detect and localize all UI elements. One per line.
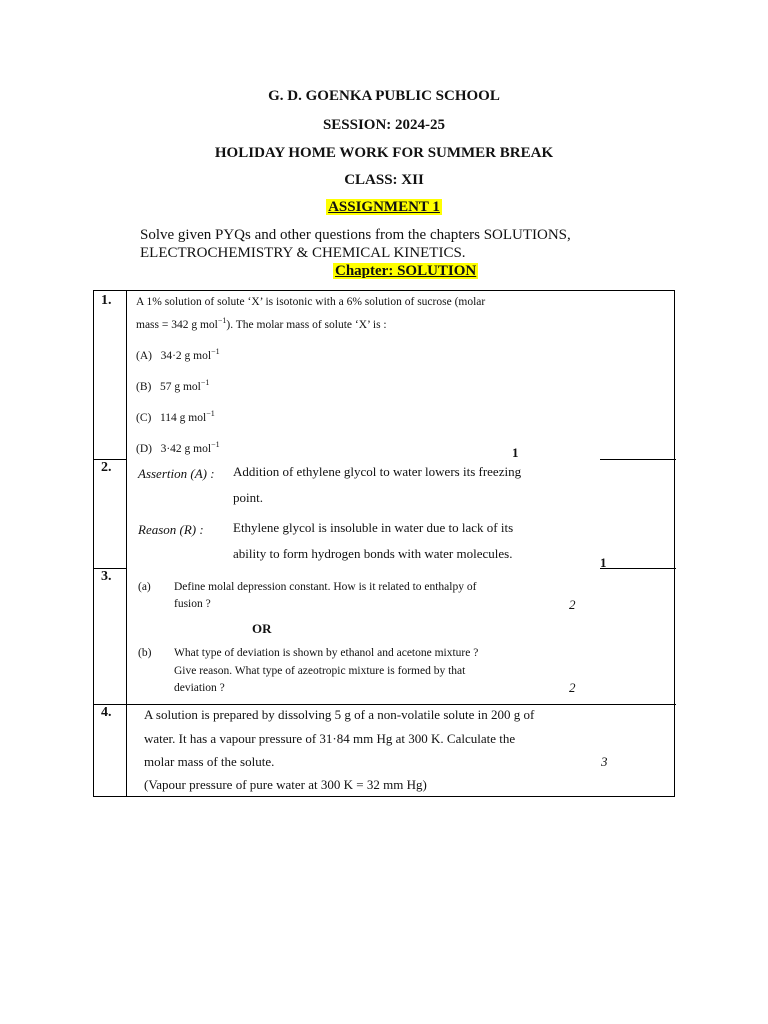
- superscript: −1: [200, 378, 210, 387]
- question-4-marks: 3: [601, 754, 608, 769]
- question-table: [93, 290, 675, 797]
- reason-line-2: ability to form hydrogen bonds with water molecules.: [233, 546, 513, 561]
- homework-title: HOLIDAY HOME WORK FOR SUMMER BREAK: [214, 145, 554, 161]
- reason-label: Reason (R) :: [138, 522, 204, 537]
- instructions: [140, 226, 620, 262]
- superscript: −1: [217, 316, 227, 325]
- superscript: −1: [206, 409, 215, 418]
- question-4-line-4: (Vapour pressure of pure water at 300 K = 32 mm Hg): [144, 777, 427, 792]
- row-divider: [600, 568, 676, 569]
- session: SESSION: 2024-25: [322, 117, 446, 133]
- or-separator: OR: [252, 621, 272, 636]
- row-divider: [94, 704, 676, 705]
- part-a-label: (a): [138, 581, 151, 593]
- option-label: (C): [136, 411, 152, 424]
- part-b-marks: 2: [569, 680, 576, 695]
- chapter-heading: [333, 263, 478, 280]
- option-label: (D): [136, 442, 152, 455]
- option-text: 34·2 g mol: [160, 349, 212, 362]
- instructions-line-1: Solve given PYQs and other questions from the chapters SOLUTIONS,: [140, 227, 571, 243]
- option-text: 114 g mol: [159, 411, 207, 424]
- option-label: (B): [136, 380, 152, 393]
- option-text: 3·42 g mol: [160, 442, 212, 455]
- question-4-line-3: molar mass of the solute.: [144, 754, 275, 769]
- question-4-number: 4.: [101, 705, 112, 720]
- number-column-divider: [126, 291, 127, 796]
- chapter-label: Chapter: SOLUTION: [335, 263, 477, 279]
- question-2-marks: 1: [600, 555, 607, 570]
- reason-line-1: Ethylene glycol is insoluble in water due to lack of its: [233, 520, 514, 535]
- option-a: [136, 347, 220, 362]
- option-label: (A): [136, 349, 152, 362]
- part-a-line-1: Define molal depression constant. How is it related to enthalpy of: [174, 581, 477, 593]
- superscript: −1: [211, 347, 220, 356]
- part-a-line-2: fusion ?: [174, 598, 211, 610]
- assertion-label: Assertion (A) :: [138, 466, 215, 481]
- option-c: [136, 409, 215, 424]
- question-3-number: 3.: [101, 569, 112, 584]
- superscript: −1: [211, 440, 220, 449]
- question-4-line-1: A solution is prepared by dissolving 5 g of a non-volatile solute in 200 g of: [144, 707, 535, 722]
- question-1-mass-text: mass = 342 g mol: [136, 318, 218, 331]
- part-b-label: (b): [138, 647, 152, 659]
- question-1-marks: 1: [512, 445, 519, 460]
- option-b: [136, 378, 209, 393]
- part-b-line-2: Give reason. What type of azeotropic mixture is formed by that: [174, 665, 466, 677]
- class-label: CLASS: XII: [344, 172, 424, 188]
- instructions-line-2: ELECTROCHEMISTRY & CHEMICAL KINETICS.: [140, 245, 466, 261]
- part-b-line-1: What type of deviation is shown by ethanol and acetone mixture ?: [174, 647, 479, 659]
- option-text: 57 g mol: [159, 380, 201, 393]
- option-d: [136, 440, 220, 455]
- question-4-line-2: water. It has a vapour pressure of 31·84 mm Hg at 300 K. Calculate the: [144, 731, 516, 746]
- school-name: G. D. GOENKA PUBLIC SCHOOL: [268, 88, 500, 104]
- part-b-line-3: deviation ?: [174, 682, 225, 694]
- row-divider: [600, 459, 676, 460]
- question-1-question-text: ). The molar mass of solute ‘X’ is :: [226, 318, 387, 331]
- question-1-number: 1.: [101, 293, 112, 308]
- assignment-label: ASSIGNMENT 1: [328, 199, 440, 215]
- assertion-line-2: point.: [233, 490, 263, 505]
- question-2-number: 2.: [101, 460, 112, 475]
- assignment-heading: [0, 199, 768, 216]
- question-1-line-2: [136, 313, 387, 333]
- assertion-line-1: Addition of ethylene glycol to water lowers its freezing: [233, 464, 522, 479]
- question-1-line-1: A 1% solution of solute ‘X’ is isotonic with a 6% solution of sucrose (molar: [136, 296, 486, 308]
- part-a-marks: 2: [569, 597, 576, 612]
